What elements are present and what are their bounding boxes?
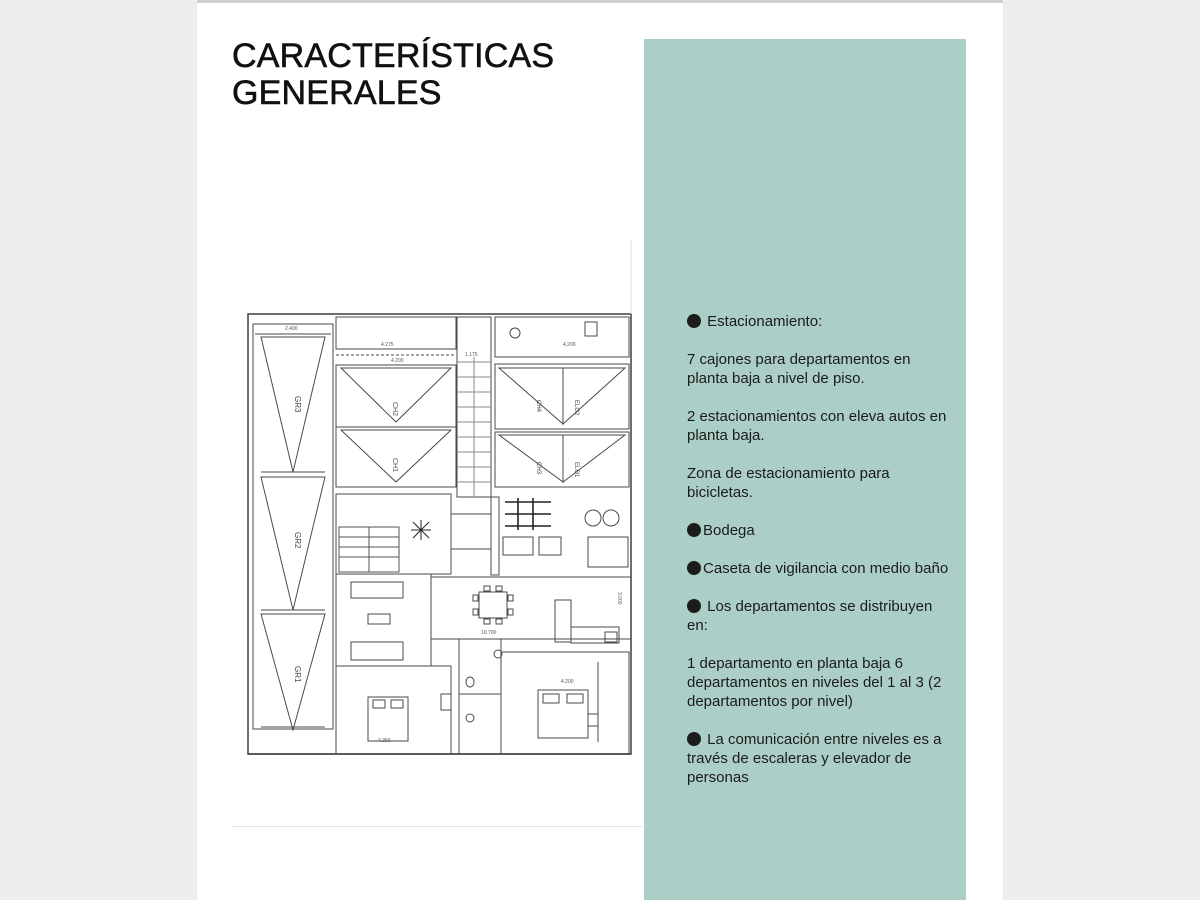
dim-3: 4.200 xyxy=(391,358,404,364)
title-line-1: CARACTERÍSTICAS xyxy=(232,37,555,75)
feature-item xyxy=(687,730,952,787)
label-CH3: CH3 xyxy=(535,462,541,475)
feature-item xyxy=(687,312,952,331)
feature-item xyxy=(687,559,952,578)
bullet-icon xyxy=(687,732,701,746)
feature-item xyxy=(687,464,952,502)
label-ELO2: ELO2 xyxy=(573,400,579,416)
page-title xyxy=(232,38,554,112)
dim-9: 3.000 xyxy=(616,592,622,605)
feature-item xyxy=(687,521,952,540)
label-GR3: GR3 xyxy=(293,396,302,413)
title-line-2: GENERALES xyxy=(232,74,442,112)
label-GR1: GR1 xyxy=(293,666,302,683)
feature-item xyxy=(687,407,952,445)
label-CH4: CH4 xyxy=(535,400,541,413)
bullet-icon xyxy=(687,314,701,328)
dim-6: 4.200 xyxy=(561,679,574,685)
floor-plan xyxy=(233,232,645,832)
features-list xyxy=(687,312,952,806)
feature-item xyxy=(687,654,952,711)
dim-8: 4.250 xyxy=(378,738,391,744)
feature-text: 7 cajones para departamentos en planta baja a nivel de piso. xyxy=(687,351,911,387)
label-CH1: CH1 xyxy=(391,458,398,473)
bullet-icon xyxy=(687,523,701,537)
feature-text: Caseta de vigilancia con medio baño xyxy=(703,560,949,577)
dim-5: 4.200 xyxy=(563,342,576,348)
top-divider xyxy=(197,0,1003,3)
feature-text: Bodega xyxy=(703,522,755,539)
dim-4: 1.175 xyxy=(465,352,478,358)
dim-2: 4.275 xyxy=(381,342,394,348)
bullet-icon xyxy=(687,599,701,613)
feature-text: Los departamentos se distribuyen en: xyxy=(687,598,933,634)
label-CH2: CH2 xyxy=(391,402,398,417)
dim-1: 2.400 xyxy=(285,326,298,332)
divider xyxy=(232,826,642,827)
feature-text: La comunicación entre niveles es a través de escaleras y elevador de personas xyxy=(687,731,942,786)
feature-text: Zona de estacionamiento para bicicletas. xyxy=(687,465,890,501)
label-ELO1: ELO1 xyxy=(573,462,579,478)
feature-item xyxy=(687,350,952,388)
feature-text: 2 estacionamientos con eleva autos en planta baja. xyxy=(687,408,947,444)
feature-item xyxy=(687,597,952,635)
bullet-icon xyxy=(687,561,701,575)
label-GR2: GR2 xyxy=(293,532,302,549)
feature-text: Estacionamiento: xyxy=(707,313,823,330)
dim-7: 10.700 xyxy=(481,630,497,636)
feature-text: 1 departamento en planta baja 6 departamentos en niveles del 1 al 3 (2 departamentos por nivel) xyxy=(687,655,942,710)
